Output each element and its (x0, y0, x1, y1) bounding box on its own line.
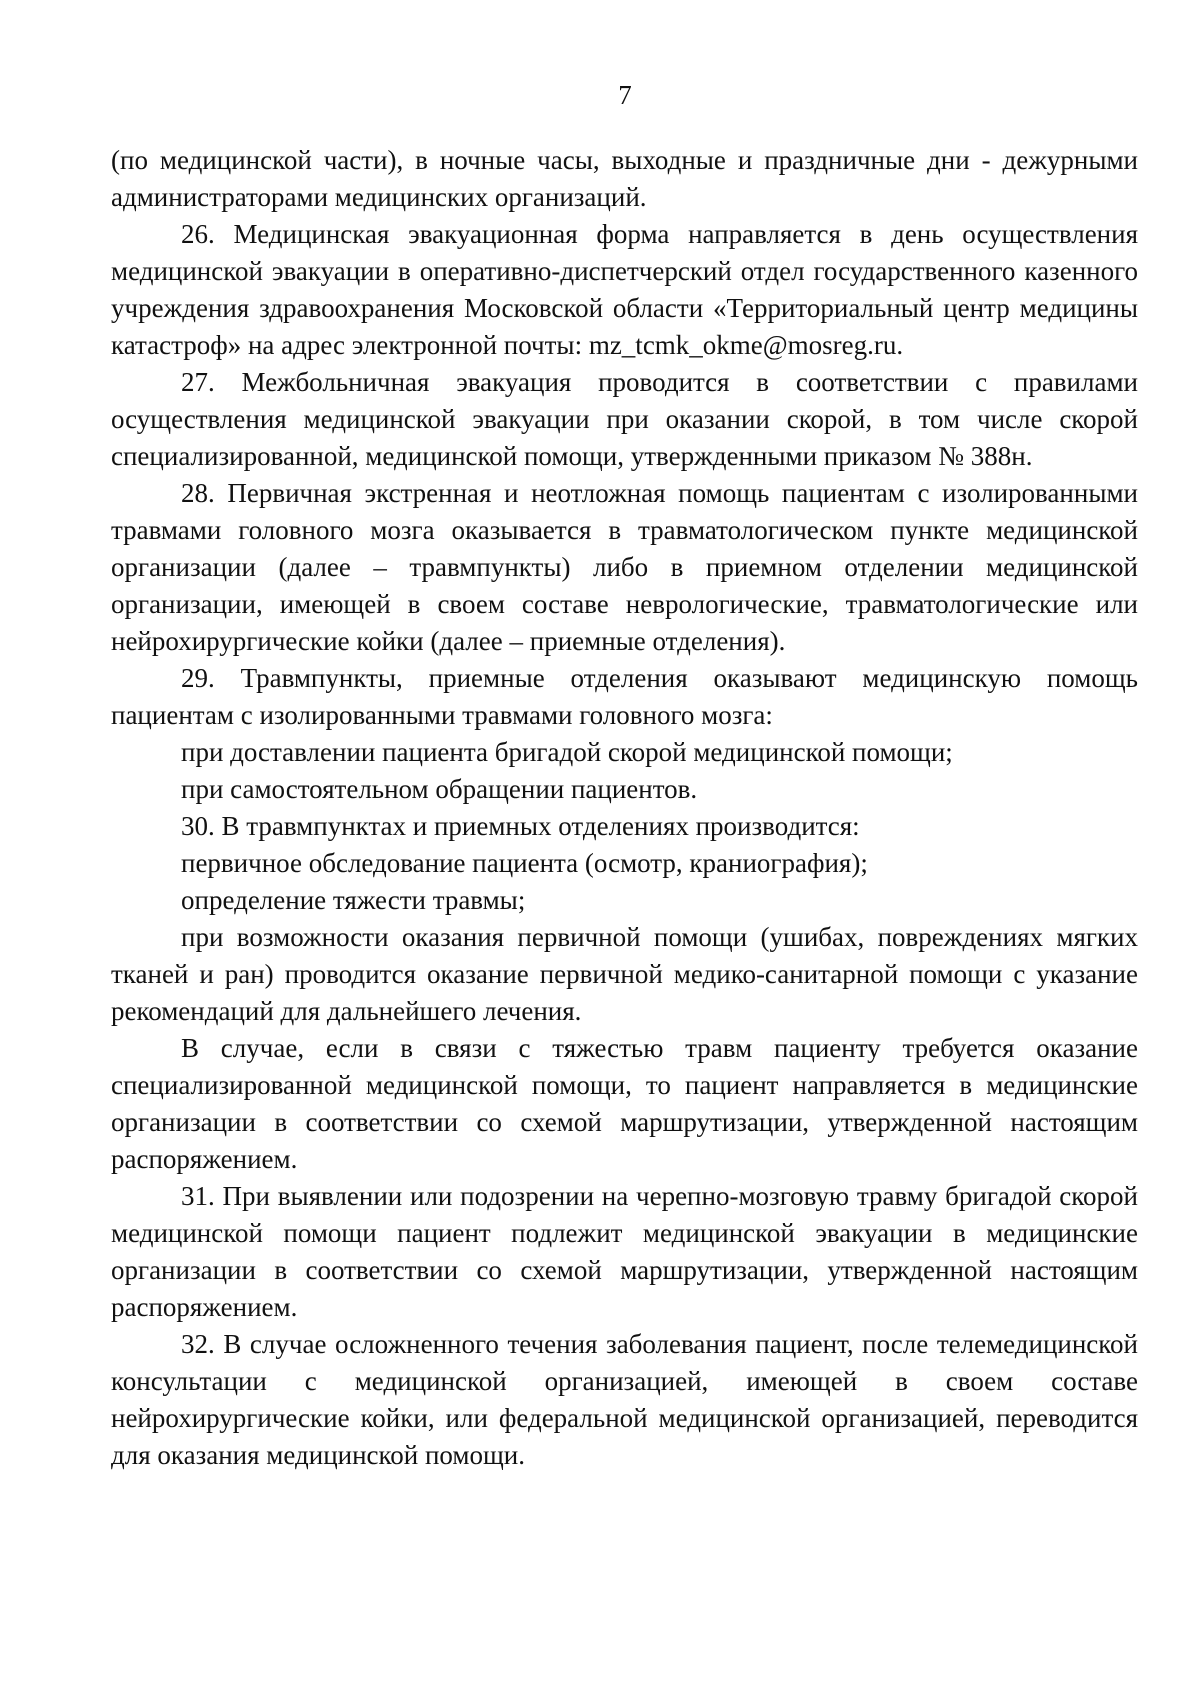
paragraph-28: 28. Первичная экстренная и неотложная помощь пациентам с изолированными травмами головного мозга оказывается в травматологическом пункте медицинской организации (далее – травмпункты) либо в приемном отделении медицинской организации, имеющей в своем составе неврологические, травматологические или нейрохирургические койки (далее – приемные отделения). (111, 478, 1138, 656)
paragraph-30-item-1: первичное обследование пациента (осмотр, краниография); (181, 848, 868, 878)
document-body (111, 142, 1138, 1474)
paragraph-continuation: (по медицинской части), в ночные часы, выходные и праздничные дни - дежурными администраторами медицинских организаций. (111, 145, 1138, 212)
paragraph-32: 32. В случае осложненного течения заболевания пациент, после телемедицинской консультации с медицинской организацией, имеющей в своем составе нейрохирургические койки, или федеральной медицинской организацией, переводится для оказания медицинской помощи. (111, 1329, 1138, 1470)
page-number: 7 (618, 80, 632, 110)
paragraph-30-item-2: определение тяжести травмы; (181, 885, 526, 915)
paragraph-29-item-2: при самостоятельном обращении пациентов. (181, 774, 698, 804)
paragraph-26: 26. Медицинская эвакуационная форма направляется в день осуществления медицинской эвакуации в оперативно-диспетчерский отдел государственного казенного учреждения здравоохранения Московской области «Территориальный центр медицины катастроф» на адрес электронной почты: mz_tcmk_okme@mosreg.ru. (111, 219, 1138, 360)
paragraph-30-item-3: при возможности оказания первичной помощи (ушибах, повреждениях мягких тканей и ран) проводится оказание первичной медико-санитарной помощи с указание рекомендаций для дальнейшего лечения. (111, 922, 1138, 1026)
paragraph-27: 27. Межбольничная эвакуация проводится в соответствии с правилами осуществления медицинской эвакуации при оказании скорой, в том числе скорой специализированной, медицинской помощи, утвержденными приказом № 388н. (111, 367, 1138, 471)
paragraph-30: 30. В травмпунктах и приемных отделениях производится: (181, 811, 860, 841)
paragraph-29: 29. Травмпункты, приемные отделения оказывают медицинскую помощь пациентам с изолированными травмами головного мозга: (111, 663, 1138, 730)
paragraph-29-item-1: при доставлении пациента бригадой скорой медицинской помощи; (181, 737, 953, 767)
paragraph-31: 31. При выявлении или подозрении на черепно-мозговую травму бригадой скорой медицинской помощи пациент подлежит медицинской эвакуации в медицинские организации в соответствии со схемой маршрутизации, утвержденной настоящим распоряжением. (111, 1181, 1138, 1322)
paragraph-specialized-care: В случае, если в связи с тяжестью травм пациенту требуется оказание специализированной медицинской помощи, то пациент направляется в медицинские организации в соответствии со схемой маршрутизации, утвержденной настоящим распоряжением. (111, 1033, 1138, 1174)
